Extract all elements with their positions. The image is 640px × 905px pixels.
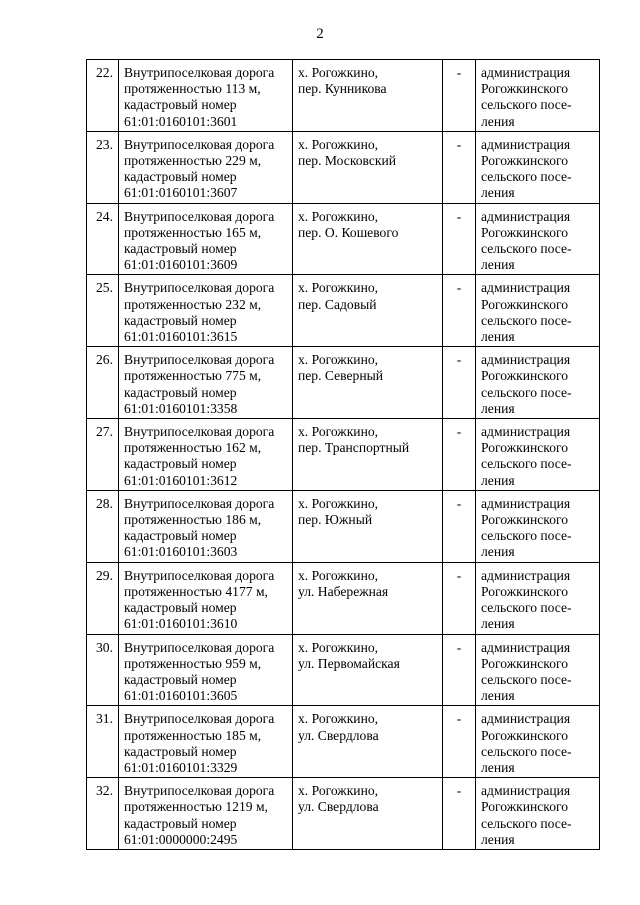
row-number: 24. xyxy=(87,203,119,275)
road-address-line: пер. Южный xyxy=(298,512,373,528)
owner-name-line: сельского посе- xyxy=(481,241,572,257)
road-description-line: протяженностью 185 м, xyxy=(124,727,262,743)
table-row xyxy=(87,131,600,203)
owner-name-line: администрация xyxy=(481,567,571,583)
owner-name xyxy=(476,562,600,634)
road-description-line: Внутрипоселковая дорога xyxy=(124,783,275,799)
road-description-line: 61:01:0160101:3610 xyxy=(124,616,238,632)
owner-name-line: Рогожкинского xyxy=(481,296,569,312)
row-number: 25. xyxy=(87,275,119,347)
empty-mark: - xyxy=(443,203,476,275)
road-address-line: пер. Московский xyxy=(298,153,397,169)
owner-name xyxy=(476,131,600,203)
road-address-line: х. Рогожкино, xyxy=(298,65,379,80)
owner-name-line: администрация xyxy=(481,639,571,655)
table-row xyxy=(87,419,600,491)
road-address-line: пер. Северный xyxy=(298,368,384,384)
road-description-line: 61:01:0160101:3609 xyxy=(124,257,238,273)
road-description xyxy=(119,778,293,850)
owner-name xyxy=(476,203,600,275)
table-row xyxy=(87,203,600,275)
owner-name-line: ления xyxy=(481,544,515,560)
road-description xyxy=(119,347,293,419)
owner-name-line: ления xyxy=(481,400,515,416)
road-address-line: ул. Первомайская xyxy=(298,655,400,671)
road-description-line: 61:01:0160101:3329 xyxy=(124,759,238,775)
road-description-line: протяженностью 1219 м, xyxy=(124,799,268,815)
road-address xyxy=(293,562,443,634)
owner-name-line: Рогожкинского xyxy=(481,224,569,240)
empty-mark: - xyxy=(443,778,476,850)
owner-name-line: сельского посе- xyxy=(481,743,572,759)
road-address xyxy=(293,419,443,491)
road-address-line: х. Рогожкино, xyxy=(298,208,379,224)
road-description-line: 61:01:0000000:2495 xyxy=(124,831,238,847)
row-number: 32. xyxy=(87,778,119,850)
road-description xyxy=(119,419,293,491)
road-description xyxy=(119,131,293,203)
road-address xyxy=(293,634,443,706)
road-description-line: 61:01:0160101:3607 xyxy=(124,185,238,201)
road-address xyxy=(293,131,443,203)
owner-name-line: сельского посе- xyxy=(481,528,572,544)
road-description-line: протяженностью 162 м, xyxy=(124,440,262,456)
owner-name xyxy=(476,634,600,706)
road-description-line: Внутрипоселковая дорога xyxy=(124,495,275,511)
road-description-line: Внутрипоселковая дорога xyxy=(124,65,275,80)
road-description-line: протяженностью 165 м, xyxy=(124,224,262,240)
owner-name-line: ления xyxy=(481,257,515,273)
empty-mark: - xyxy=(443,706,476,778)
road-description xyxy=(119,275,293,347)
row-number: 22. xyxy=(87,60,119,132)
road-description-line: 61:01:0160101:3615 xyxy=(124,329,238,345)
owner-name-line: сельского посе- xyxy=(481,600,572,616)
empty-mark: - xyxy=(443,275,476,347)
owner-name-line: администрация xyxy=(481,711,571,727)
road-address-line: пер. Кунникова xyxy=(298,81,387,97)
owner-name-line: сельского посе- xyxy=(481,456,572,472)
road-description-line: Внутрипоселковая дорога xyxy=(124,711,275,727)
owner-name-line: Рогожкинского xyxy=(481,440,569,456)
road-address xyxy=(293,60,443,132)
road-registry-table xyxy=(86,59,600,850)
table-row xyxy=(87,347,600,419)
owner-name-line: сельского посе- xyxy=(481,671,572,687)
row-number: 31. xyxy=(87,706,119,778)
road-description-line: кадастровый номер xyxy=(124,528,237,544)
empty-mark: - xyxy=(443,562,476,634)
owner-name-line: сельского посе- xyxy=(481,384,572,400)
empty-mark: - xyxy=(443,347,476,419)
owner-name-line: администрация xyxy=(481,783,571,799)
road-description-line: кадастровый номер xyxy=(124,671,237,687)
road-address xyxy=(293,347,443,419)
owner-name-line: ления xyxy=(481,185,515,201)
owner-name-line: ления xyxy=(481,329,515,345)
road-address-line: х. Рогожкино, xyxy=(298,639,379,655)
owner-name-line: Рогожкинского xyxy=(481,368,569,384)
owner-name-line: ления xyxy=(481,831,515,847)
owner-name-line: сельского посе- xyxy=(481,169,572,185)
empty-mark: - xyxy=(443,60,476,132)
road-description-line: Внутрипоселковая дорога xyxy=(124,639,275,655)
road-description-line: Внутрипоселковая дорога xyxy=(124,208,275,224)
road-description-line: кадастровый номер xyxy=(124,312,237,328)
road-description-line: кадастровый номер xyxy=(124,815,237,831)
road-address-line: х. Рогожкино, xyxy=(298,495,379,511)
owner-name xyxy=(476,490,600,562)
road-description xyxy=(119,203,293,275)
road-description-line: Внутрипоселковая дорога xyxy=(124,136,275,152)
road-description-line: протяженностью 959 м, xyxy=(124,655,262,671)
owner-name-line: администрация xyxy=(481,495,571,511)
road-address-line: х. Рогожкино, xyxy=(298,424,379,440)
owner-name-line: сельского посе- xyxy=(481,97,572,113)
owner-name-line: Рогожкинского xyxy=(481,799,569,815)
road-description-line: кадастровый номер xyxy=(124,600,237,616)
owner-name-line: администрация xyxy=(481,352,571,368)
road-description xyxy=(119,562,293,634)
empty-mark: - xyxy=(443,634,476,706)
road-description-line: Внутрипоселковая дорога xyxy=(124,352,275,368)
owner-name-line: Рогожкинского xyxy=(481,727,569,743)
owner-name-line: сельского посе- xyxy=(481,312,572,328)
road-description-line: Внутрипоселковая дорога xyxy=(124,280,275,296)
road-address xyxy=(293,778,443,850)
road-address-line: х. Рогожкино, xyxy=(298,711,379,727)
road-description-line: кадастровый номер xyxy=(124,169,237,185)
owner-name-line: администрация xyxy=(481,65,571,80)
page-number: 2 xyxy=(316,26,324,42)
owner-name-line: администрация xyxy=(481,280,571,296)
road-address-line: пер. Транспортный xyxy=(298,440,410,456)
road-description-line: 61:01:0160101:3605 xyxy=(124,688,238,704)
road-description xyxy=(119,706,293,778)
road-address-line: х. Рогожкино, xyxy=(298,352,379,368)
owner-name-line: ления xyxy=(481,472,515,488)
road-description-line: протяженностью 113 м, xyxy=(124,81,261,97)
empty-mark: - xyxy=(443,490,476,562)
row-number: 28. xyxy=(87,490,119,562)
owner-name xyxy=(476,419,600,491)
table-row xyxy=(87,275,600,347)
owner-name-line: администрация xyxy=(481,208,571,224)
row-number: 29. xyxy=(87,562,119,634)
owner-name-line: администрация xyxy=(481,424,571,440)
owner-name-line: сельского посе- xyxy=(481,815,572,831)
row-number: 27. xyxy=(87,419,119,491)
owner-name-line: ления xyxy=(481,616,515,632)
table-body xyxy=(87,60,600,850)
owner-name xyxy=(476,706,600,778)
owner-name-line: Рогожкинского xyxy=(481,512,569,528)
table-row xyxy=(87,490,600,562)
table-row xyxy=(87,706,600,778)
owner-name xyxy=(476,60,600,132)
owner-name-line: Рогожкинского xyxy=(481,583,569,599)
empty-mark: - xyxy=(443,419,476,491)
road-address-line: х. Рогожкино, xyxy=(298,567,379,583)
road-address-line: х. Рогожкино, xyxy=(298,136,379,152)
table-row xyxy=(87,562,600,634)
road-description-line: Внутрипоселковая дорога xyxy=(124,567,275,583)
road-address-line: х. Рогожкино, xyxy=(298,783,379,799)
road-description-line: кадастровый номер xyxy=(124,456,237,472)
road-description-line: кадастровый номер xyxy=(124,384,237,400)
owner-name-line: администрация xyxy=(481,136,571,152)
road-address xyxy=(293,203,443,275)
road-description-line: Внутрипоселковая дорога xyxy=(124,424,275,440)
owner-name xyxy=(476,347,600,419)
road-description xyxy=(119,634,293,706)
owner-name-line: ления xyxy=(481,688,515,704)
road-address-line: ул. Свердлова xyxy=(298,727,379,743)
table-row xyxy=(87,60,600,132)
road-address-line: пер. О. Кошевого xyxy=(298,224,399,240)
road-address xyxy=(293,706,443,778)
row-number: 23. xyxy=(87,131,119,203)
empty-mark: - xyxy=(443,131,476,203)
road-description-line: кадастровый номер xyxy=(124,743,237,759)
road-address-line: х. Рогожкино, xyxy=(298,280,379,296)
owner-name xyxy=(476,778,600,850)
road-description xyxy=(119,490,293,562)
table-row xyxy=(87,634,600,706)
owner-name-line: ления xyxy=(481,759,515,775)
table-row xyxy=(87,778,600,850)
road-description-line: протяженностью 775 м, xyxy=(124,368,262,384)
road-description-line: протяженностью 232 м, xyxy=(124,296,262,312)
road-description-line: кадастровый номер xyxy=(124,241,237,257)
road-address-line: пер. Садовый xyxy=(298,296,377,312)
road-address xyxy=(293,275,443,347)
owner-name xyxy=(476,275,600,347)
road-address xyxy=(293,490,443,562)
road-address-line: ул. Свердлова xyxy=(298,799,379,815)
road-description xyxy=(119,60,293,132)
owner-name-line: ления xyxy=(481,113,515,129)
road-description-line: протяженностью 229 м, xyxy=(124,153,262,169)
road-address-line: ул. Набережная xyxy=(298,583,389,599)
road-description-line: протяженностью 4177 м, xyxy=(124,583,268,599)
road-description-line: 61:01:0160101:3603 xyxy=(124,544,238,560)
owner-name-line: Рогожкинского xyxy=(481,655,569,671)
row-number: 26. xyxy=(87,347,119,419)
road-description-line: 61:01:0160101:3612 xyxy=(124,472,238,488)
road-description-line: кадастровый номер xyxy=(124,97,237,113)
road-description-line: 61:01:0160101:3601 xyxy=(124,113,238,129)
owner-name-line: Рогожкинского xyxy=(481,153,569,169)
road-description-line: протяженностью 186 м, xyxy=(124,512,262,528)
owner-name-line: Рогожкинского xyxy=(481,81,569,97)
road-description-line: 61:01:0160101:3358 xyxy=(124,400,238,416)
row-number: 30. xyxy=(87,634,119,706)
